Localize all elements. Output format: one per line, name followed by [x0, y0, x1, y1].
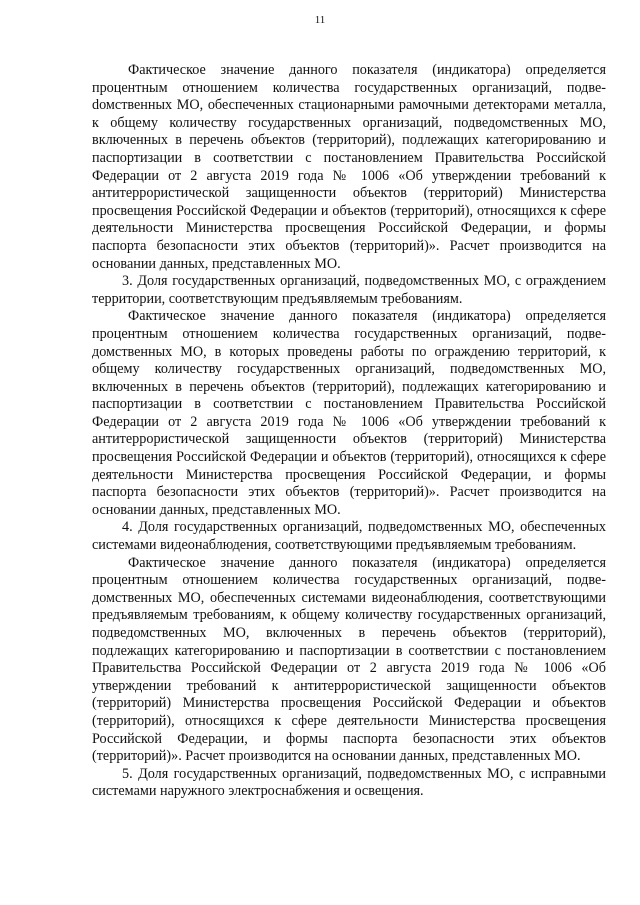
- paragraph-indicator-3-title: 3. Доля государственных организаций, подведомственных МО, с ограждением территории, соответствующим предъявляемым требованиям.: [92, 273, 606, 307]
- paragraph-indicator-3-description: Фактическое значение данного показателя (индикатора) определяется процентным отношением количества государственных организаций, подведомственных МО, в которых проведены работы по ограждению территорий, к общему количеству государственных организаций, подведомственных МО, включенных в перечень объектов (территорий), подлежащих категорированию и паспортизации в соответствии с постановлением Правительства Российской Федерации от 2 августа 2019 года № 1006 «Об утверждении требований к антитеррористической защищенности объектов (территорий) Министерства просвещения Российской Федерации и объектов (территорий), относящихся к сфере деятельности Министерства просвещения Российской Федерации, и формы паспорта безопасности этих объектов (территорий)». Расчет производится на основании данных, представленных МО.: [92, 308, 606, 518]
- paragraph-indicator-4-description: Фактическое значение данного показателя (индикатора) определяется процентным отношением количества государственных организаций, подведомственных МО, обеспеченных системами видеонаблюдения, соответствующими предъявляемым требованиям, к общему количеству государственных организаций, подведомственных МО, включенных в перечень объектов (территорий), подлежащих категорированию и паспортизации в соответствии с постановлением Правительства Российской Федерации от 2 августа 2019 года № 1006 «Об утверждении требований к антитеррористической защищенности объектов (территорий) Министерства просвещения Российской Федерации и объектов (территорий), относящихся к сфере деятельности Министерства просвещения Российской Федерации, и формы паспорта безопасности этих объектов (территорий)». Расчет производится на основании данных, представленных МО.: [92, 554, 606, 765]
- paragraph-indicator-5-title: 5. Доля государственных организаций, подведомственных МО, с исправными системами наружного электроснабжения и освещения.: [92, 765, 606, 800]
- paragraph-indicator-2-description: Фактическое значение данного показателя (индикатора) определяется процентным отношением количества государственных организаций, подвеdомственных МО, обеспеченных стационарными рамочными детекторами металла, к общему количеству государственных организаций, подведомственных МО, включенных в перечень объектов (территорий), подлежащих категорированию и паспортизации в соответствии с постановлением Правительства Российской Федерации от 2 августа 2019 года № 1006 «Об утверждении требований к антитеррористической защищенности объектов (территорий) Министерства просвещения Российской Федерации и объектов (территорий), относящихся к сфере деятельности Министерства просвещения Российской Федерации, и формы паспорта безопасности этих объектов (территорий)». Расчет производится на основании данных, представленных МО.: [92, 62, 606, 272]
- document-body: [92, 62, 606, 801]
- paragraph-indicator-4-title: 4. Доля государственных организаций, подведомственных МО, обеспеченных системами видеонаблюдения, соответствующими предъявляемым требованиям.: [92, 519, 606, 554]
- page-number: 11: [314, 14, 326, 26]
